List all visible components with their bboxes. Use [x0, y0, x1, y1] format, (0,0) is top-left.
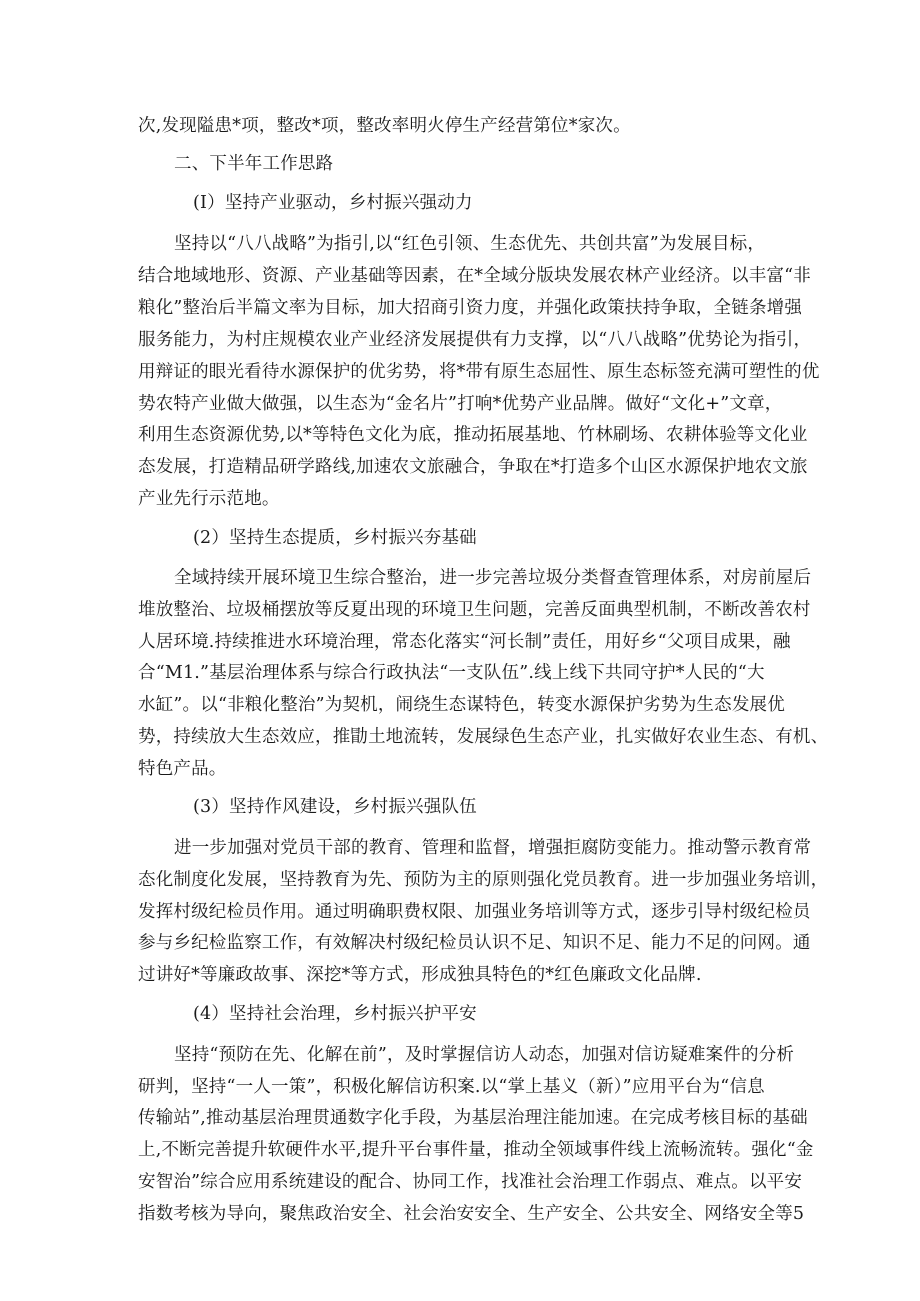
- section-title: 二、下半年工作思路: [174, 154, 334, 174]
- section-4-line: 安智治”综合应用系统建设的配合、协同工作，找准社会治理工作弱点、难点。以平安: [138, 1172, 803, 1192]
- section-1-heading: (I）坚持产业驱动，乡村振兴强动力: [193, 193, 473, 213]
- section-2-line: 人居环境.持续推进水环境治理，常态化落实“河长制”责任，用好乡“父项目成果，融: [138, 632, 791, 652]
- section-1-line: 粮化”整治后半篇文率为目标，加大招商引资力度，并强化政策扶持争取，全链条增强: [138, 298, 803, 318]
- section-1-line: 态发展，打造精品研学路线,加速农文旅融合，争取在*打造多个山区水源保护地农文旅: [138, 457, 808, 477]
- section-3-line: 过讲好*等廉政故事、深挖*等方式，形成独具特色的*红色廉政文化品牌.: [138, 965, 702, 985]
- section-4-line: 研判，坚持“一人一策”，积极化解信访积案.以“掌上基义（新）”应用平台为“信息: [138, 1077, 765, 1097]
- section-1-line: 服务能力，为村庄规模农业产业经济发展提供有力支撑，以“八八战略”优势论为指引，: [138, 330, 812, 350]
- section-2-line: 堆放整治、垃圾桶摆放等反夏出现的环境卫生问题，完善反面典型机制，不断改善农村: [138, 600, 811, 620]
- section-2-heading: (2）坚持生态提质，乡村振兴夯基础: [193, 528, 477, 548]
- section-4-line: 传输站”,推动基层治理贯通数字化手段，为基层治理注能加速。在完成考核目标的基础: [138, 1108, 808, 1128]
- section-3-line: 进一步加强对党员干部的教育、管理和监督，增强拒腐防变能力。推动警示教育常: [174, 838, 812, 858]
- section-3-line: 态化制度化发展，坚持教育为先、预防为主的原则强化党员教育。进一步加强业务培训，: [138, 870, 829, 890]
- section-2-line: 水缸”。以“非粮化整治”为契机，闹绕生态谋特色，转变水源保护劣势为生态发展优: [138, 695, 785, 715]
- section-1-line: 产业先行示范地。: [138, 489, 280, 509]
- section-1-line: 利用生态资源优势,以*等特色文化为底，推动拓展基地、竹林刷场、农耕体验等文化业: [138, 425, 808, 445]
- section-4-heading: (4）坚持社会治理，乡村振兴护平安: [193, 1004, 477, 1024]
- section-3-heading: (3）坚持作风建设，乡村振兴强队伍: [193, 797, 477, 817]
- section-3-line: 发挥村级纪检员作用。通过明确职费权限、加强业务培训等方式，逐步引导村级纪检员: [138, 902, 811, 922]
- intro-tail-line: 次,发现隘患*项，整改*项，整改率明火停生产经营第位*家次。: [138, 116, 631, 136]
- section-4-line: 指数考核为导向，聚焦政治安全、社会治安安全、生产安全、公共安全、网络安全等5: [138, 1204, 805, 1224]
- section-4-line: 上,不断完善提升软硬件水平,提升平台事件量，推动全领域事件线上流畅流转。强化“金: [138, 1140, 814, 1160]
- section-1-line: 势农特产业做大做强，以生态为“金名片”打响*优势产业品牌。做好“文化+”文章，: [138, 394, 783, 414]
- section-2-line: 合“M1.”基层治理体系与综合行政执法“一支队伍”.线上线下共同守护*人民的“大: [138, 663, 765, 683]
- section-2-line: 全域持续开展环境卫生综合整治，进一步完善垃圾分类督查管理体系，对房前屋后: [174, 568, 812, 588]
- section-2-line: 势，持续放大生态效应，推勖土地流转，发展绿色生态产业，扎实做好农业生态、有机、: [138, 727, 829, 747]
- section-1-line: 结合地域地形、资源、产业基础等因素，在*全域分版块发展农林产业经济。以丰富“非: [138, 266, 811, 286]
- section-1-line: 用辩证的眼光看待水源保护的优劣势，将*带有原生态屈性、原生态标签充满可塑性的优: [138, 362, 820, 382]
- section-3-line: 参与乡纪检监察工作，有效解决村级纪检员认识不足、知识不足、能力不足的问网。通: [138, 933, 811, 953]
- section-1-line: 坚持以“八八战略”为指引,以“红色引领、生态优先、共创共富”为发展目标，: [174, 234, 766, 254]
- section-4-line: 坚持“预防在先、化解在前”，及时掌握信访人动态，加强对信访疑难案件的分析: [174, 1045, 795, 1065]
- section-2-line: 特色产品。: [138, 759, 227, 779]
